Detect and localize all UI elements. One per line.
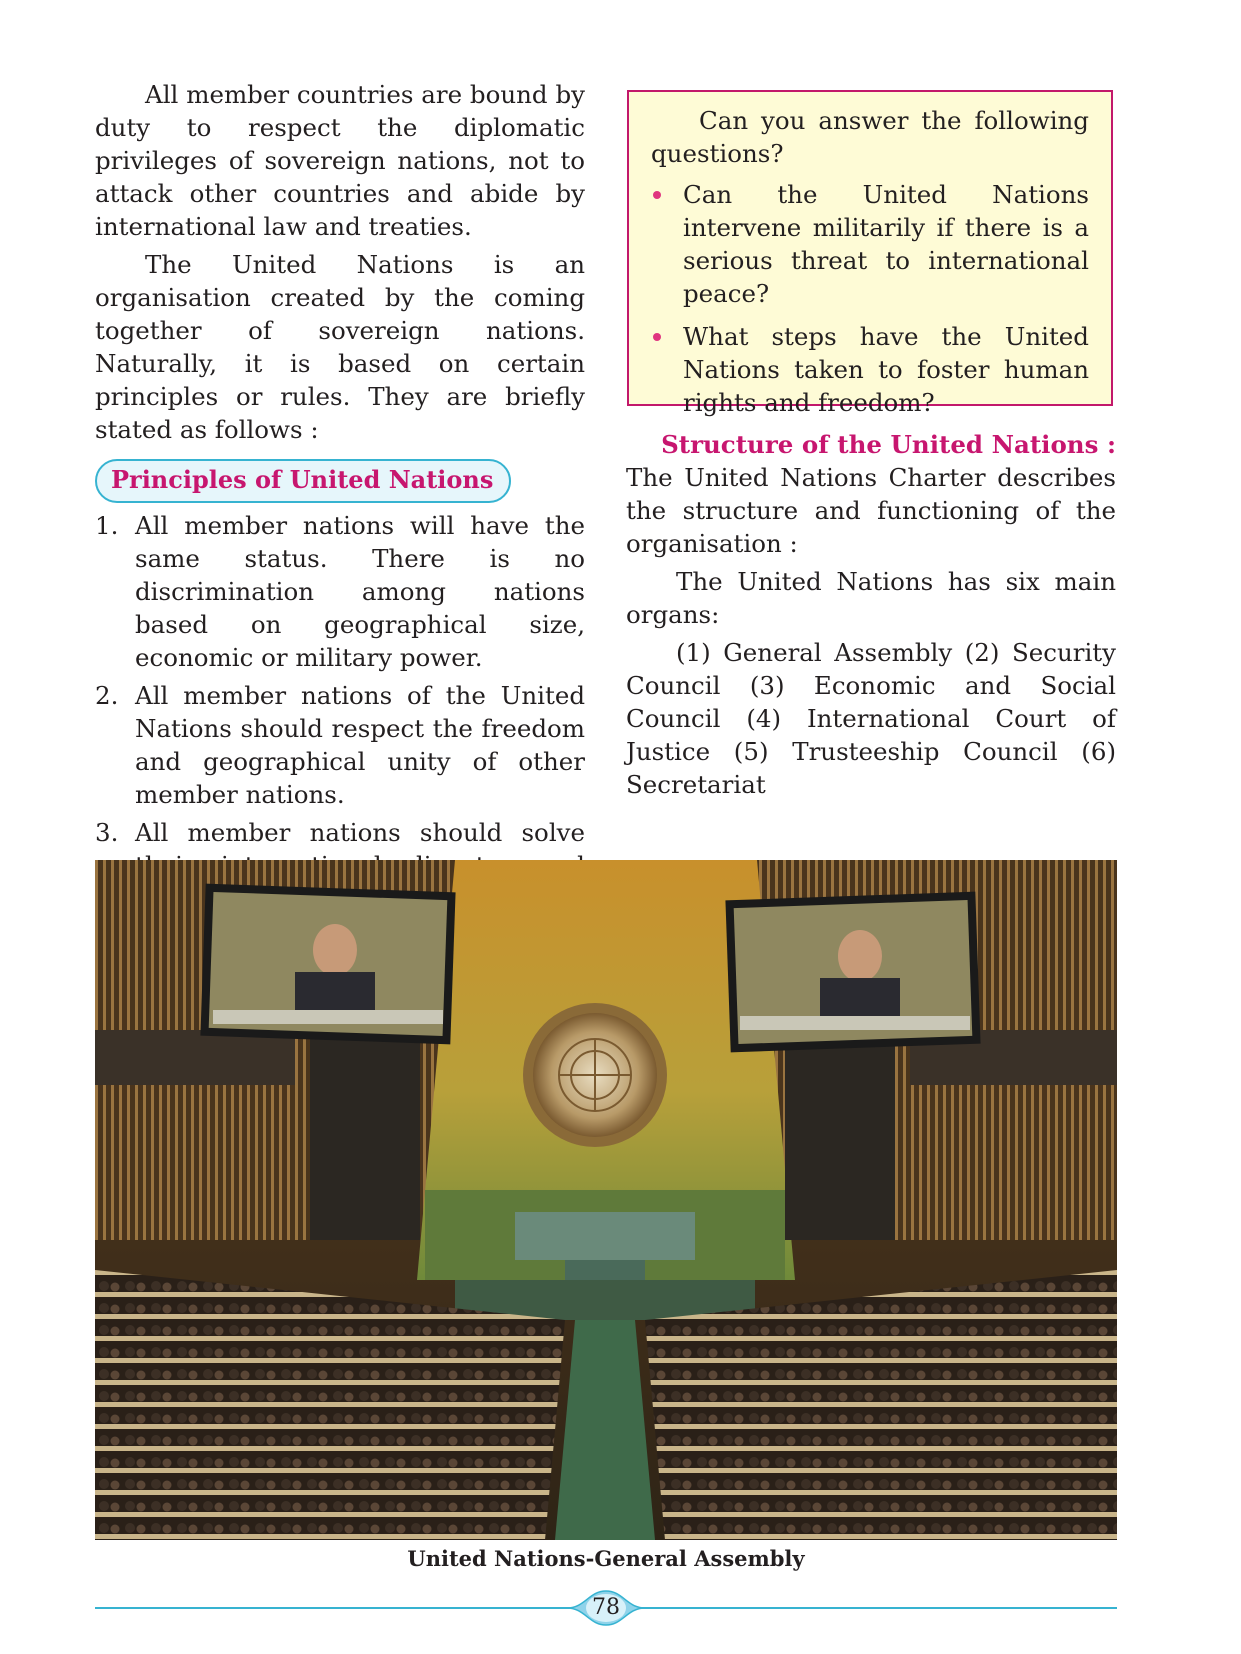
list-item	[651, 178, 1089, 310]
left-video-screen	[200, 884, 455, 1045]
left-column	[95, 78, 585, 953]
figure-caption: United Nations-General Assembly	[407, 1546, 805, 1571]
list-item	[95, 679, 585, 811]
list-number: 1.	[95, 511, 119, 540]
paragraph-organisation: The United Nations is an organisation created by the coming together of sovereign nations. Naturally, it is based on certain principles or rules. They are briefly stated as follows :	[95, 250, 585, 444]
list-number: 3.	[95, 818, 119, 847]
bullet-icon	[653, 333, 661, 341]
list-item	[95, 509, 585, 674]
paragraph-organ-list: (1) General Assembly (2) Security Council (3) Economic and Social Council (4) International Court of Justice (5) Trusteeship Council (6) Secretariat	[626, 638, 1116, 799]
list-text: All member nations will have the same status. There is no discrimination among nations based on geographical size, economic or military power.	[135, 511, 585, 672]
structure-heading: Structure of the United Nations :	[661, 430, 1116, 459]
list-number: 2.	[95, 681, 119, 710]
question-list	[651, 178, 1089, 419]
list-text: All member nations of the United Nations should respect the freedom and geographical unity of other member nations.	[135, 681, 585, 809]
right-video-screen	[725, 892, 980, 1053]
question-text: Can the United Nations intervene militarily if there is a serious threat to international peace?	[683, 180, 1089, 308]
bullet-icon	[653, 191, 661, 199]
list-text: All member nations should solve	[135, 818, 585, 847]
question-text: What steps have the United Nations taken to foster human rights and freedom?	[683, 322, 1089, 417]
list-item	[651, 320, 1089, 419]
question-intro: Can you answer the following questions?	[651, 106, 1089, 168]
right-column	[626, 428, 1116, 806]
paragraph-duties: All member countries are bound by duty to respect the diplomatic privileges of sovereign nations, not to attack other countries and abide by international law and treaties.	[95, 80, 585, 241]
paragraph-charter: The United Nations Charter describes the structure and functioning of the organisation :	[626, 463, 1116, 558]
assembly-hall-illustration	[95, 860, 1117, 1540]
general-assembly-photo	[95, 860, 1117, 1540]
paragraph-organs: The United Nations has six main organs:	[626, 567, 1116, 629]
un-emblem	[523, 1003, 667, 1147]
page-number: 78	[592, 1595, 620, 1620]
question-box	[627, 90, 1113, 417]
principles-heading: Principles of United Nations	[95, 459, 511, 503]
